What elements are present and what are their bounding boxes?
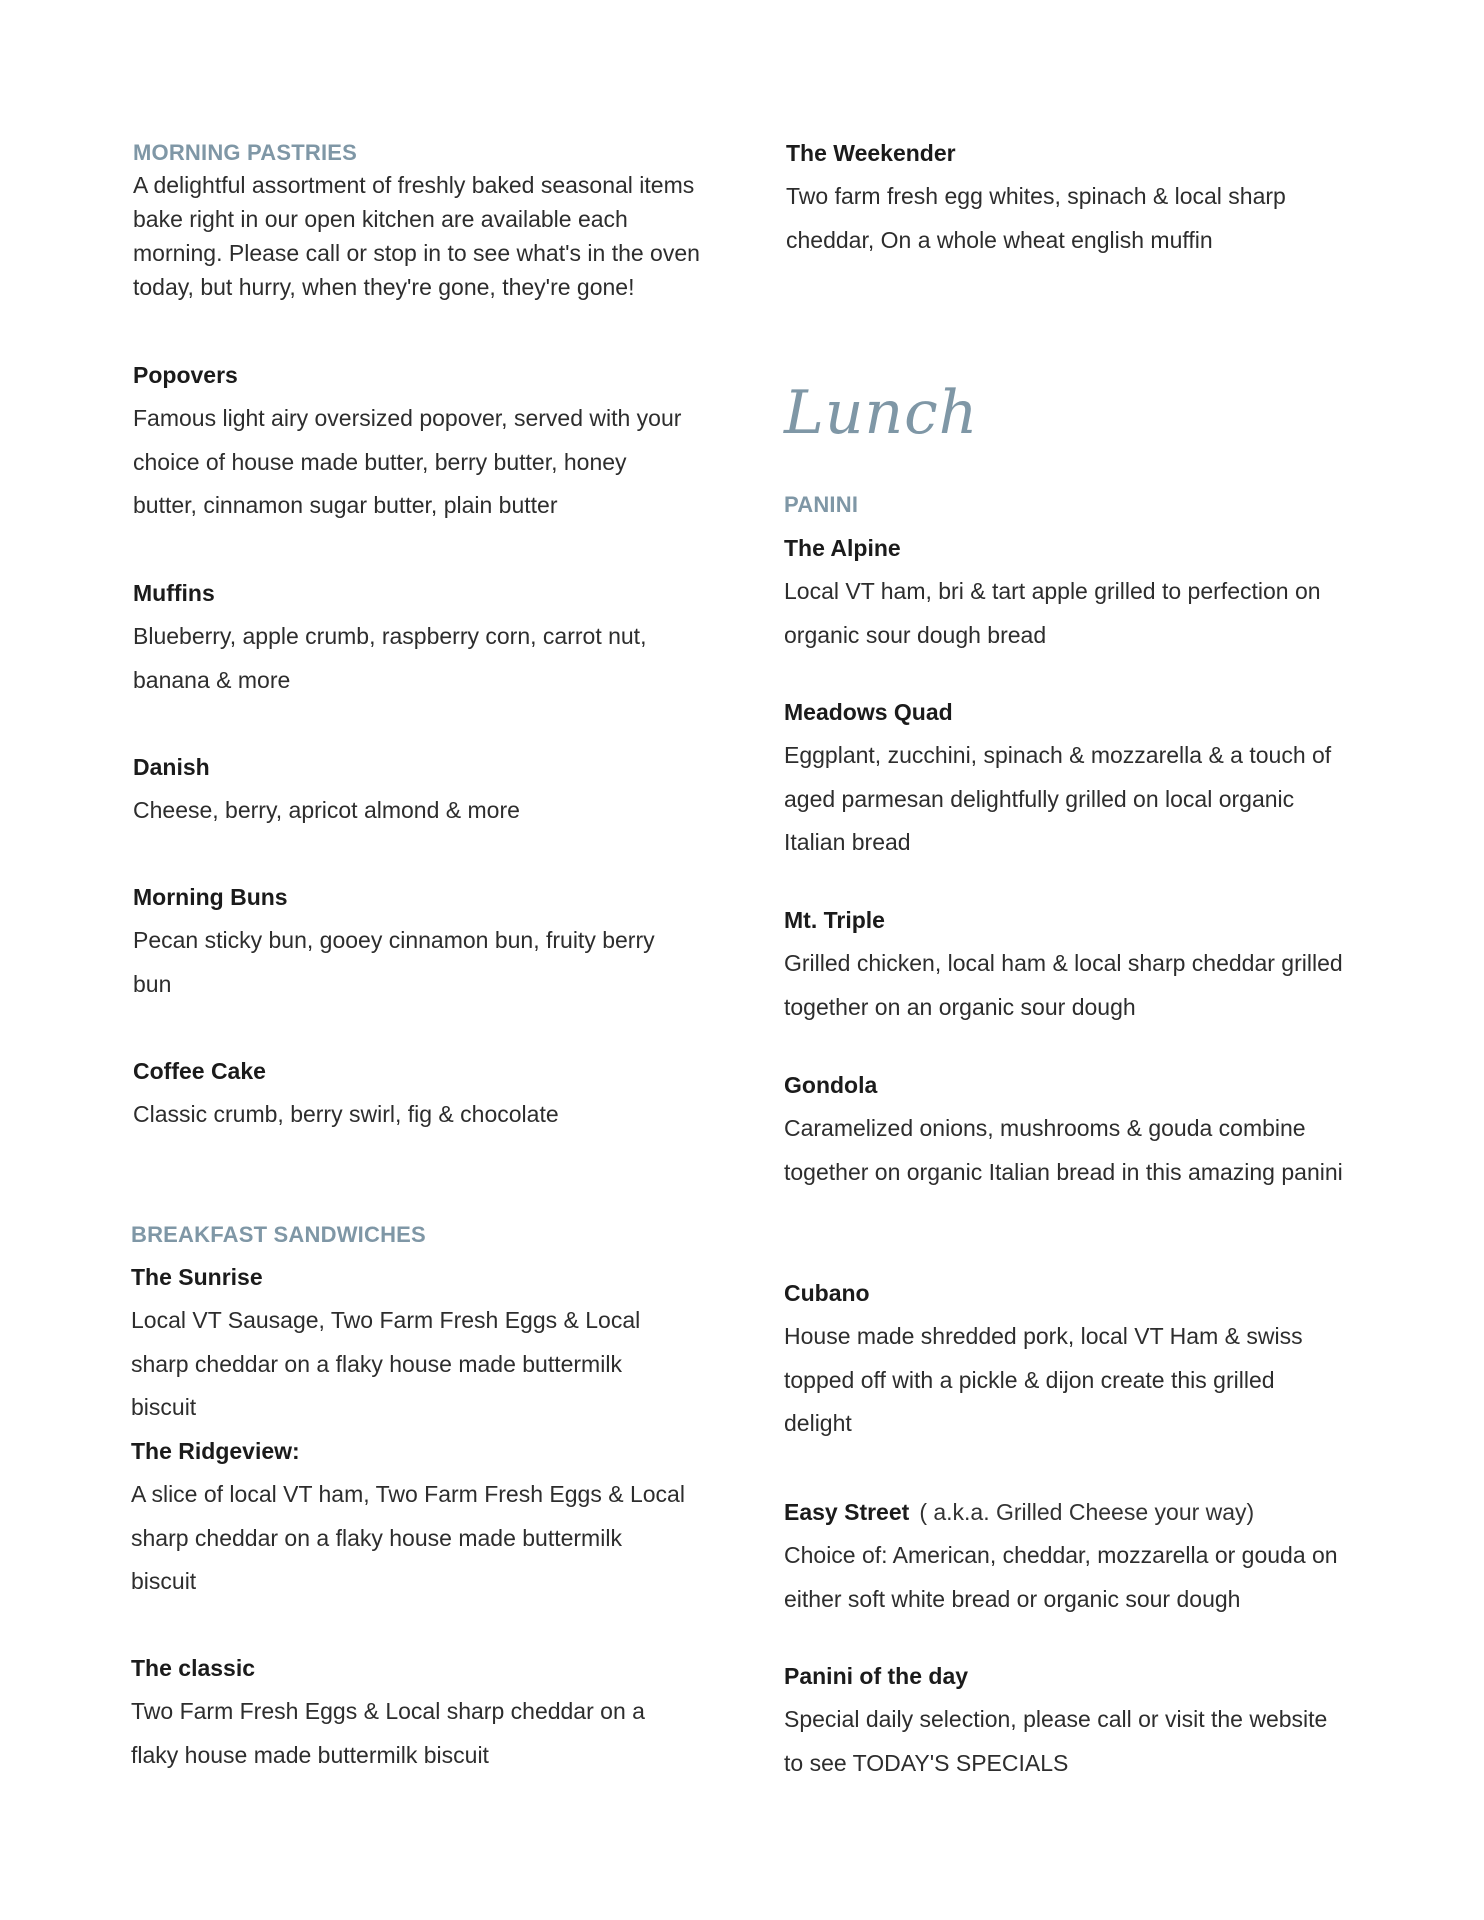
menu-item-name: The Weekender: [786, 140, 956, 166]
menu-item-desc: Eggplant, zucchini, spinach & mozzarella & a touch of aged parmesan delightfully grilled on local organic Italian bread: [784, 742, 1332, 855]
menu-item-name: Panini of the day: [784, 1663, 969, 1689]
menu-item-name: Coffee Cake: [133, 1058, 266, 1084]
menu-item-name: [784, 1499, 1254, 1526]
panini-heading: PANINI: [784, 492, 859, 517]
menu-item-name: The Ridgeview:: [131, 1438, 300, 1464]
menu-item-desc: Pecan sticky bun, gooey cinnamon bun, fruity berry bun: [133, 927, 655, 997]
menu-item-desc: Cheese, berry, apricot almond & more: [133, 797, 520, 823]
morning-pastries-heading: MORNING PASTRIES: [133, 140, 358, 165]
menu-item-aka: ( a.k.a. Grilled Cheese your way): [919, 1499, 1255, 1525]
lunch-title: Lunch: [784, 378, 979, 448]
menu-item-desc: Grilled chicken, local ham & local sharp cheddar grilled together on an organic sour dough: [784, 950, 1343, 1020]
menu-item-name: Meadows Quad: [784, 699, 953, 725]
menu-item-name: Popovers: [133, 362, 238, 388]
menu-item-name: Cubano: [784, 1280, 870, 1306]
morning-pastries-intro: A delightful assortment of freshly baked seasonal items bake right in our open kitchen are available each morning. Please call or stop in to see what's in the oven today, but hurry, when they're gone, they're gone!: [133, 172, 700, 300]
menu-item-desc: Classic crumb, berry swirl, fig & chocolate: [133, 1101, 559, 1127]
menu-item-desc: Choice of: American, cheddar, mozzarella or gouda on either soft white bread or organic sour dough: [784, 1542, 1338, 1612]
menu-item-desc: Two Farm Fresh Eggs & Local sharp cheddar on a flaky house made buttermilk biscuit: [131, 1698, 645, 1768]
menu-item-desc: Famous light airy oversized popover, served with your choice of house made butter, berry butter, honey butter, cinnamon sugar butter, plain butter: [133, 405, 682, 518]
menu-item-desc: Blueberry, apple crumb, raspberry corn, carrot nut, banana & more: [133, 623, 647, 693]
menu-item-desc: Caramelized onions, mushrooms & gouda combine together on organic Italian bread in this amazing panini: [784, 1115, 1343, 1185]
breakfast-sandwiches-heading: BREAKFAST SANDWICHES: [131, 1222, 426, 1247]
menu-item-name: Morning Buns: [133, 884, 288, 910]
menu-item-desc: Local VT ham, bri & tart apple grilled to perfection on organic sour dough bread: [784, 578, 1321, 648]
menu-item-name: Gondola: [784, 1072, 878, 1098]
menu-item-name: The Sunrise: [131, 1264, 263, 1290]
menu-item-desc: Local VT Sausage, Two Farm Fresh Eggs & Local sharp cheddar on a flaky house made buttermilk biscuit: [131, 1307, 641, 1420]
menu-item-name: Mt. Triple: [784, 907, 885, 933]
menu-item-name: Danish: [133, 754, 210, 780]
menu-item-desc: Two farm fresh egg whites, spinach & local sharp cheddar, On a whole wheat english muffin: [786, 183, 1286, 253]
menu-item-desc: House made shredded pork, local VT Ham & swiss topped off with a pickle & dijon create this grilled delight: [784, 1323, 1303, 1436]
menu-item-name: Muffins: [133, 580, 215, 606]
menu-item-desc: Special daily selection, please call or visit the website to see TODAY'S SPECIALS: [784, 1706, 1328, 1776]
menu-item-name: The Alpine: [784, 535, 901, 561]
menu-item-name-text: Easy Street: [784, 1499, 910, 1525]
menu-item-name: The classic: [131, 1655, 256, 1681]
menu-item-desc: A slice of local VT ham, Two Farm Fresh Eggs & Local sharp cheddar on a flaky house made buttermilk biscuit: [131, 1481, 685, 1594]
